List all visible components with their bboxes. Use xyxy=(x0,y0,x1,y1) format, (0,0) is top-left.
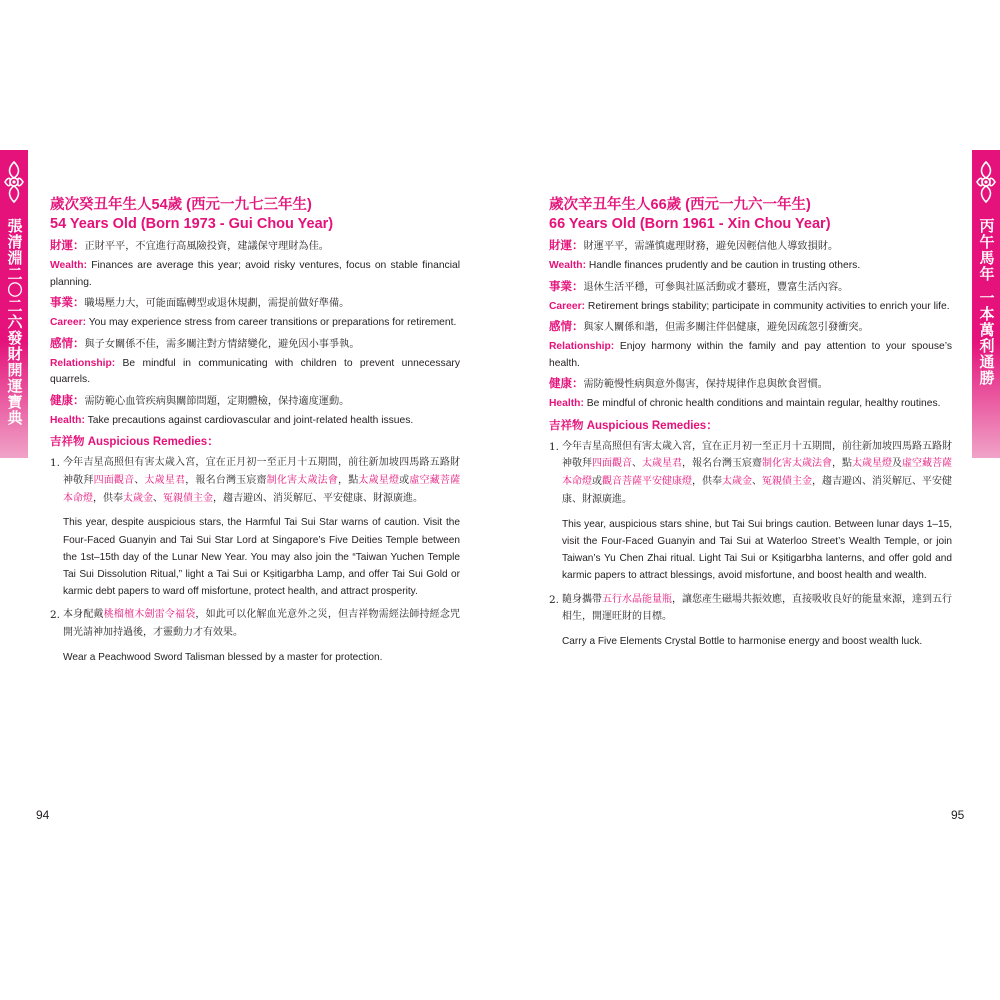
section-tag-en: Health: xyxy=(50,414,85,426)
section-tag-cn: 健康： xyxy=(549,378,584,390)
section-tag-en: Relationship: xyxy=(549,341,615,352)
page-title-cn: 歲次辛丑年生人66歲 (西元一九六一年生) xyxy=(549,197,811,213)
remedy-item xyxy=(50,454,460,600)
remedy-text-en: Carry a Five Elements Crystal Bottle to harmonise energy and boost wealth luck. xyxy=(562,636,923,648)
page-number-left: 94 xyxy=(36,808,50,822)
section-text-cn: 需防範慢性病與意外傷害，保持規律作息與飲食習慣。 xyxy=(583,379,828,390)
fortune-section-relationship xyxy=(50,335,460,389)
remedies-heading: 吉祥物 Auspicious Remedies： xyxy=(549,417,718,432)
section-tag-cn: 健康： xyxy=(50,394,85,407)
section-tag-cn: 財運： xyxy=(549,240,584,252)
remedies-list xyxy=(549,438,952,651)
remedy-text-cn: 今年吉星高照但有害太歲入宮，宜在正月初一至正月十五期間，前往新加坡四馬路五路財神敬拜四面觀音、太歲星君，報名台灣玉宸齋制化害太歲法會，點太歲星燈及虛空藏菩薩本命燈或觀音菩薩平安健康燈，供奉太歲金、冤親債主金，趨吉避凶、消災解厄、平安健康、財源廣進。 xyxy=(562,440,952,505)
section-text-en: Retirement brings stability; participate in community activities to enrich your life. xyxy=(585,300,950,312)
fortune-section-career xyxy=(50,294,460,332)
section-tag-en: Career: xyxy=(50,317,87,328)
section-tag-en: Wealth: xyxy=(549,260,586,271)
section-text-en: Take precautions against cardiovascular and joint-related health issues. xyxy=(84,414,414,426)
section-tag-en: Career: xyxy=(549,300,586,312)
floral-ornament-icon xyxy=(975,158,997,206)
section-text-cn: 與家人關係和諧，但需多關注伴侶健康，避免因疏忽引發衝突。 xyxy=(583,322,869,333)
right-tab-year: 丙午馬年 xyxy=(977,218,996,282)
remedy-text-en: This year, despite auspicious stars, the Harmful Tai Sui Star warns of caution. Visit the Four-Faced Guanyin and Tai Sui Star Lord at Singapore’s Five Deities Temple between the 1st–15th day of the Lunar New Year. You may also join the “Taiwan Yuchen Temple Tai Sui Dissolution Ritual,” light a Tai Sui or Kṣitigarbha Lamp, and offer Tai Sui Gold or karmic debt papers to ward off misfortune, protect health, and attract prosperity. xyxy=(63,517,460,598)
fortune-section-health xyxy=(50,392,460,430)
fortune-section-health xyxy=(549,375,952,413)
remedy-text-en: This year, auspicious stars shine, but Tai Sui brings caution. Between lunar days 1–15, visit the Four-Faced Guanyin and Tai Sui at Waterloo Street’s Wealth Temple, or join Taiwan’s Yu Chen Zhai ritual. Light Tai Sui or Kṣitigarbha lanterns, and offer gold and karmic papers to attract blessings, avoid misfortune, and boost health and wealth. xyxy=(562,518,952,582)
remedies-list xyxy=(50,454,460,666)
section-text-cn: 財運平平，需謹慎處理財務，避免因輕信他人導致損財。 xyxy=(583,241,839,252)
remedy-number: 1. xyxy=(549,440,560,453)
section-text-cn: 需防範心血管疾病與關節問題，定期體檢，保持適度運動。 xyxy=(84,395,350,407)
page-title-en: 66 Years Old (Born 1961 - Xin Chou Year) xyxy=(549,216,831,232)
fortune-section-career xyxy=(549,278,952,316)
fortune-section-relationship xyxy=(549,318,952,372)
section-tag-cn: 事業： xyxy=(50,297,85,309)
left-tab-title: 張清淵二〇二六發財開運寶典 xyxy=(5,218,24,426)
section-text-en: Handle finances prudently and be caution in trusting others. xyxy=(586,260,861,271)
remedy-text-cn: 今年吉星高照但有害太歲入宮，宜在正月初一至正月十五期間，前往新加坡四馬路五路財神敬拜四面觀音、太歲星君，報名台灣玉宸齋制化害太歲法會，點太歲星燈或虛空藏菩薩本命燈，供奉太歲金、冤親債主金，趨吉避凶、消災解厄、平安健康、財源廣進。 xyxy=(63,457,461,504)
remedy-item xyxy=(50,606,460,666)
section-tag-cn: 感情： xyxy=(50,337,85,350)
section-text-cn: 與子女關係不佳，需多關注對方情緒變化，避免因小事爭執。 xyxy=(84,338,360,350)
section-tag-en: Health: xyxy=(549,398,584,409)
remedy-text-cn: 本身配戴桃榴檀木劍雷令福袋，如此可以化解血光意外之災，但吉祥物需經法師持經念咒開光請神加持過後，才靈動力才有效果。 xyxy=(63,609,461,639)
section-text-en: You may experience stress from career transitions or preparations for retirement. xyxy=(86,317,457,328)
right-tab-title: 一本萬利通勝 xyxy=(977,290,996,386)
section-text-en: Be mindful of chronic health conditions and maintain regular, healthy routines. xyxy=(583,398,941,409)
fortune-section-wealth xyxy=(549,237,952,275)
section-text-en: Be mindful in communicating with children to prevent unnecessary quarrels. xyxy=(50,357,460,385)
section-text-en: Enjoy harmony within the family and pay attention to your spouse’s health. xyxy=(549,341,952,369)
section-tag-cn: 財運： xyxy=(50,240,85,252)
page-title-en: 54 Years Old (Born 1973 - Gui Chou Year) xyxy=(50,216,334,232)
fortune-section-wealth xyxy=(50,237,460,291)
page-title-cn: 歲次癸丑年生人54歲 (西元一九七三年生) xyxy=(50,197,312,213)
section-text-en: Finances are average this year; avoid risky ventures, focus on stable financial planning. xyxy=(50,260,460,288)
remedy-text-cn: 隨身攜帶五行水晶能量瓶，讓您產生磁場共振效應，直接吸收良好的能量來源，達到五行相生，開運旺財的目標。 xyxy=(562,593,952,623)
page-number-right: 95 xyxy=(951,808,965,822)
remedy-item xyxy=(549,438,952,585)
left-side-tab xyxy=(0,150,28,458)
section-tag-en: Wealth: xyxy=(50,260,87,271)
section-text-cn: 職場壓力大，可能面臨轉型或退休規劃，需提前做好準備。 xyxy=(84,298,350,309)
remedies-heading: 吉祥物 Auspicious Remedies： xyxy=(50,434,219,448)
remedy-number: 1. xyxy=(50,457,61,469)
remedy-item xyxy=(549,591,952,651)
section-text-cn: 退休生活平穩，可參與社區活動或才藝班，豐富生活內容。 xyxy=(583,281,849,293)
left-page xyxy=(50,196,460,672)
remedy-number: 2. xyxy=(549,593,560,606)
remedy-text-en: Wear a Peachwood Sword Talisman blessed by a master for protection. xyxy=(63,652,383,663)
right-side-tab xyxy=(972,150,1000,458)
section-tag-en: Relationship: xyxy=(50,357,116,369)
remedy-number: 2. xyxy=(50,609,61,622)
section-tag-cn: 事業： xyxy=(549,280,584,293)
right-page xyxy=(549,196,952,656)
section-text-cn: 正財平平，不宜進行高風險投資，建議保守理財為佳。 xyxy=(84,241,329,252)
section-tag-cn: 感情： xyxy=(549,321,584,333)
floral-ornament-icon xyxy=(3,158,25,206)
